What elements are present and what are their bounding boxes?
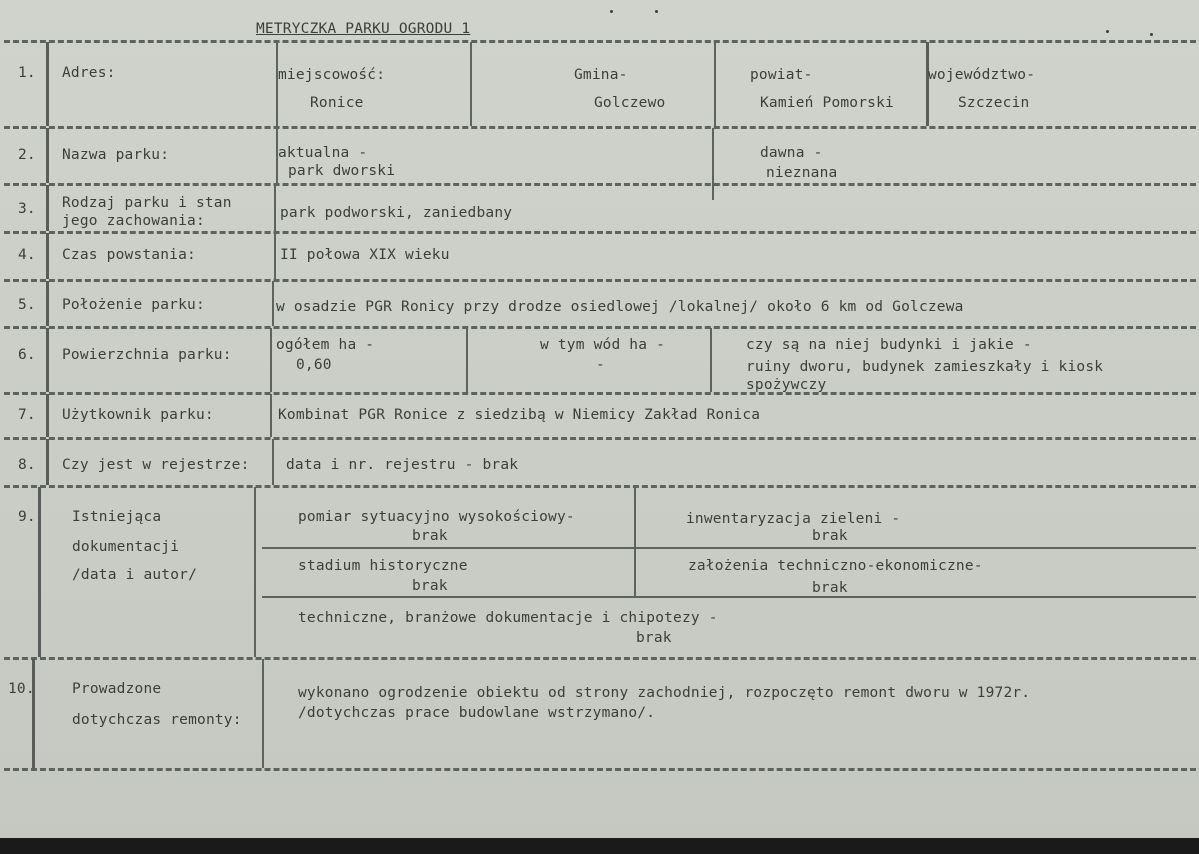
renovations-label-line2: dotychczas remonty:: [72, 712, 242, 728]
park-type-value: park podworski, zaniedbany: [280, 205, 513, 221]
former-name-value: nieznana: [766, 165, 838, 181]
rule-after-row-3: [4, 231, 1196, 234]
current-name-value: park dworski: [288, 163, 396, 179]
row9-rule-b: [634, 487, 636, 596]
greenery-inventory-label: inwentaryzacja zieleni -: [686, 511, 901, 527]
row4-rule: [274, 233, 276, 279]
documentation-label-line1: Istniejąca: [72, 509, 162, 525]
row6-rule-b: [466, 328, 468, 392]
rule-after-row-4: [4, 279, 1196, 282]
park-user-label: Użytkownik parku:: [62, 407, 214, 423]
tech-econ-label: założenia techniczno-ekonomiczne-: [688, 558, 983, 574]
creation-time-value: II połowa XIX wieku: [280, 247, 450, 263]
buildings-answer-line1: ruiny dworu, budynek zamieszkały i kiosk: [746, 359, 1104, 375]
row7-rule: [270, 394, 272, 437]
locality-label: miejscowość:: [278, 67, 386, 83]
current-name-label: aktualna -: [278, 145, 368, 161]
technical-docs-value: brak: [636, 630, 672, 646]
rule-bottom: [4, 768, 1196, 771]
address-label: Adres:: [62, 65, 116, 81]
row1-rule-c: [714, 42, 716, 126]
row-number: 9.: [18, 509, 36, 525]
num-col-rule-10: [32, 659, 35, 768]
locality-value: Ronice: [310, 95, 364, 111]
rule-after-row-7: [4, 437, 1196, 440]
water-area-value: -: [596, 357, 605, 373]
row1-rule-a: [276, 42, 278, 126]
total-area-value: 0,60: [296, 357, 332, 373]
row-number: 3.: [18, 201, 36, 217]
num-col-rule-3: [46, 185, 49, 231]
ink-speck: [1106, 30, 1109, 33]
renovations-label-line1: Prowadzone: [72, 681, 162, 697]
park-type-label-line1: Rodzaj parku i stan: [62, 195, 232, 211]
num-col-rule-4: [46, 233, 49, 279]
park-type-label-line2: jego zachowania:: [62, 213, 205, 229]
row9-rule-a: [254, 487, 256, 657]
county-label: powiat-: [750, 67, 813, 83]
rule-top: [4, 40, 1196, 43]
documentation-label-line2: dokumentacji: [72, 539, 180, 555]
row-number: 1.: [18, 65, 36, 81]
voivodeship-value: Szczecin: [958, 95, 1030, 111]
row10-rule: [262, 659, 264, 768]
renovations-value-line2: /dotychczas prace budowlane wstrzymano/.: [298, 705, 656, 721]
row-number: 6.: [18, 347, 36, 363]
commune-label: Gmina-: [574, 67, 628, 83]
rule-after-row-2: [4, 183, 1196, 186]
ink-speck: [610, 10, 613, 13]
scan-bottom-edge: [0, 838, 1199, 854]
row-number: 10.: [8, 681, 35, 697]
survey-value: brak: [412, 528, 448, 544]
row5-rule: [272, 281, 274, 326]
row-number: 5.: [18, 297, 36, 313]
row3-rule: [274, 185, 276, 231]
tech-econ-value: brak: [812, 580, 848, 596]
row-number: 2.: [18, 147, 36, 163]
rule-after-row-1: [4, 126, 1196, 129]
total-area-label: ogółem ha -: [276, 337, 375, 353]
former-name-label: dawna -: [760, 145, 823, 161]
survey-label: pomiar sytuacyjno wysokościowy-: [298, 509, 575, 525]
commune-value: Golczewo: [594, 95, 666, 111]
num-col-rule-1: [46, 42, 49, 126]
voivodeship-label: województwo-: [928, 67, 1036, 83]
ink-speck: [655, 10, 658, 13]
row2-rule-b: [712, 128, 714, 200]
register-label: Czy jest w rejestrze:: [62, 457, 250, 473]
rule-after-row-9: [4, 657, 1196, 660]
buildings-question: czy są na niej budynki i jakie -: [746, 337, 1032, 353]
row-number: 4.: [18, 247, 36, 263]
location-value: w osadzie PGR Ronicy przy drodze osiedlowej /lokalnej/ około 6 km od Golczewa: [276, 299, 964, 315]
num-col-rule-5: [46, 281, 49, 326]
ink-speck: [1150, 33, 1153, 36]
rule-doc-mid: [262, 547, 1196, 549]
row-number: 8.: [18, 457, 36, 473]
creation-time-label: Czas powstania:: [62, 247, 196, 263]
row6-rule-a: [270, 328, 272, 392]
num-col-rule-2: [46, 128, 49, 183]
historical-study-label: stadium historyczne: [298, 558, 468, 574]
rule-after-row-8: [4, 485, 1196, 488]
rule-after-row-6: [4, 392, 1196, 395]
row-number: 7.: [18, 407, 36, 423]
num-col-rule-7: [46, 394, 49, 437]
park-name-label: Nazwa parku:: [62, 147, 170, 163]
register-value: data i nr. rejestru - brak: [286, 457, 519, 473]
greenery-inventory-value: brak: [812, 528, 848, 544]
county-value: Kamień Pomorski: [760, 95, 894, 111]
rule-doc-lower: [262, 596, 1196, 598]
historical-study-value: brak: [412, 578, 448, 594]
documentation-label-line3: /data i autor/: [72, 567, 198, 583]
num-col-rule-9: [38, 487, 41, 657]
park-user-value: Kombinat PGR Ronice z siedzibą w Niemicy Zakład Ronica: [278, 407, 761, 423]
water-area-label: w tym wód ha -: [540, 337, 666, 353]
row1-rule-d: [926, 42, 929, 126]
row1-rule-b: [470, 42, 472, 126]
rule-after-row-5: [4, 326, 1196, 329]
buildings-answer-line2: spożywczy: [746, 377, 827, 393]
location-label: Położenie parku:: [62, 297, 205, 313]
num-col-rule-8: [46, 439, 49, 485]
row6-rule-c: [710, 328, 712, 392]
technical-docs-label: techniczne, branżowe dokumentacje i chipotezy -: [298, 610, 718, 626]
num-col-rule-6: [46, 328, 49, 392]
area-label: Powierzchnia parku:: [62, 347, 232, 363]
card-title: METRYCZKA PARKU OGRODU 1: [256, 21, 471, 37]
renovations-value-line1: wykonano ogrodzenie obiektu od strony zachodniej, rozpoczęto remont dworu w 1972r.: [298, 685, 1031, 701]
row8-rule: [272, 439, 274, 485]
